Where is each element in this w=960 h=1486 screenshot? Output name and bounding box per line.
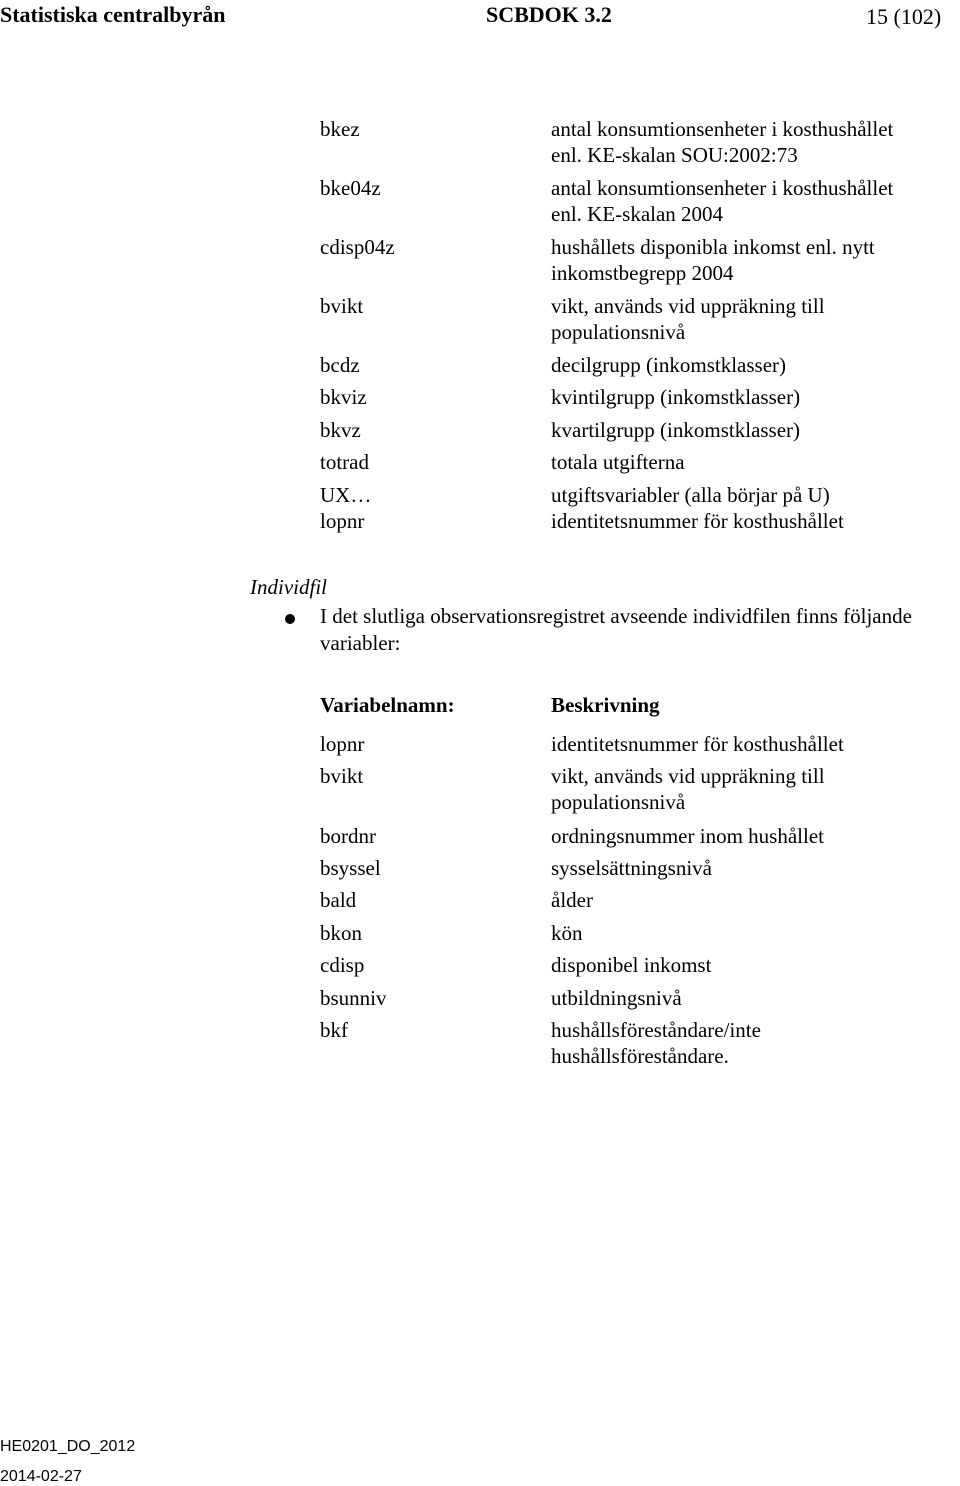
column-header-description: Beskrivning <box>551 693 660 717</box>
variable-name: bvikt <box>320 294 364 318</box>
variable-name: lopnr <box>320 509 365 533</box>
variable-description: sysselsättningsnivå <box>551 856 712 880</box>
variable-description: identitetsnummer för kosthushållet <box>551 732 844 756</box>
variable-description: identitetsnummer för kosthushållet <box>551 509 844 533</box>
variable-description: disponibel inkomst <box>551 953 712 977</box>
variable-name: totrad <box>320 450 369 474</box>
variable-description: antal konsumtionsenheter i kosthushållet enl. KE-skalan 2004 <box>551 176 894 226</box>
organization-name: Statistiska centralbyrån <box>0 2 226 27</box>
variable-description: kvintilgrupp (inkomstklasser) <box>551 385 801 409</box>
variable-name: bsunniv <box>320 986 387 1010</box>
variable-name: bkf <box>320 1018 348 1042</box>
footer-document-code: HE0201_DO_2012 <box>0 1438 136 1455</box>
variable-name: cdisp <box>320 953 365 977</box>
column-header-name: Variabelnamn: <box>320 693 455 717</box>
variable-name: bkon <box>320 921 362 945</box>
variable-name: bkez <box>320 117 360 141</box>
page-header <box>0 0 960 40</box>
document-id: SCBDOK 3.2 <box>486 2 612 27</box>
variable-description: hushållets disponibla inkomst enl. nytt inkomstbegrepp 2004 <box>551 235 875 285</box>
variable-description: antal konsumtionsenheter i kosthushållet enl. KE-skalan SOU:2002:73 <box>551 117 894 167</box>
variable-name: bkvz <box>320 418 361 442</box>
variable-description: utbildningsnivå <box>551 986 682 1010</box>
variable-name: bvikt <box>320 764 364 788</box>
variable-name: bordnr <box>320 824 376 848</box>
variable-name: UX… <box>320 483 372 507</box>
variable-description: kvartilgrupp (inkomstklasser) <box>551 418 801 442</box>
variable-description: hushållsföreståndare/inte hushållsföreståndare. <box>551 1018 761 1068</box>
bullet-icon <box>285 614 295 624</box>
variable-description: decilgrupp (inkomstklasser) <box>551 353 787 377</box>
variable-description: totala utgifterna <box>551 450 685 474</box>
variable-description: ålder <box>551 888 593 912</box>
page-number: 15 (102) <box>866 4 942 29</box>
section-title: Individfil <box>250 575 327 599</box>
variable-name: bcdz <box>320 353 360 377</box>
footer-date: 2014-02-27 <box>0 1468 82 1485</box>
variable-description: ordningsnummer inom hushållet <box>551 824 824 848</box>
variable-description: utgiftsvariabler (alla börjar på U) <box>551 483 830 507</box>
variable-name: cdisp04z <box>320 235 395 259</box>
variable-name: bkviz <box>320 385 367 409</box>
variable-name: lopnr <box>320 732 365 756</box>
variable-description: kön <box>551 921 583 945</box>
bullet-text: I det slutliga observationsregistret avseende individfilen finns följande variabler: <box>320 604 912 655</box>
variable-description: vikt, används vid uppräkning till populationsnivå <box>551 764 825 814</box>
variable-description: vikt, används vid uppräkning till populationsnivå <box>551 294 825 344</box>
variable-name: bke04z <box>320 176 381 200</box>
variable-name: bsyssel <box>320 856 381 880</box>
variable-name: bald <box>320 888 357 912</box>
